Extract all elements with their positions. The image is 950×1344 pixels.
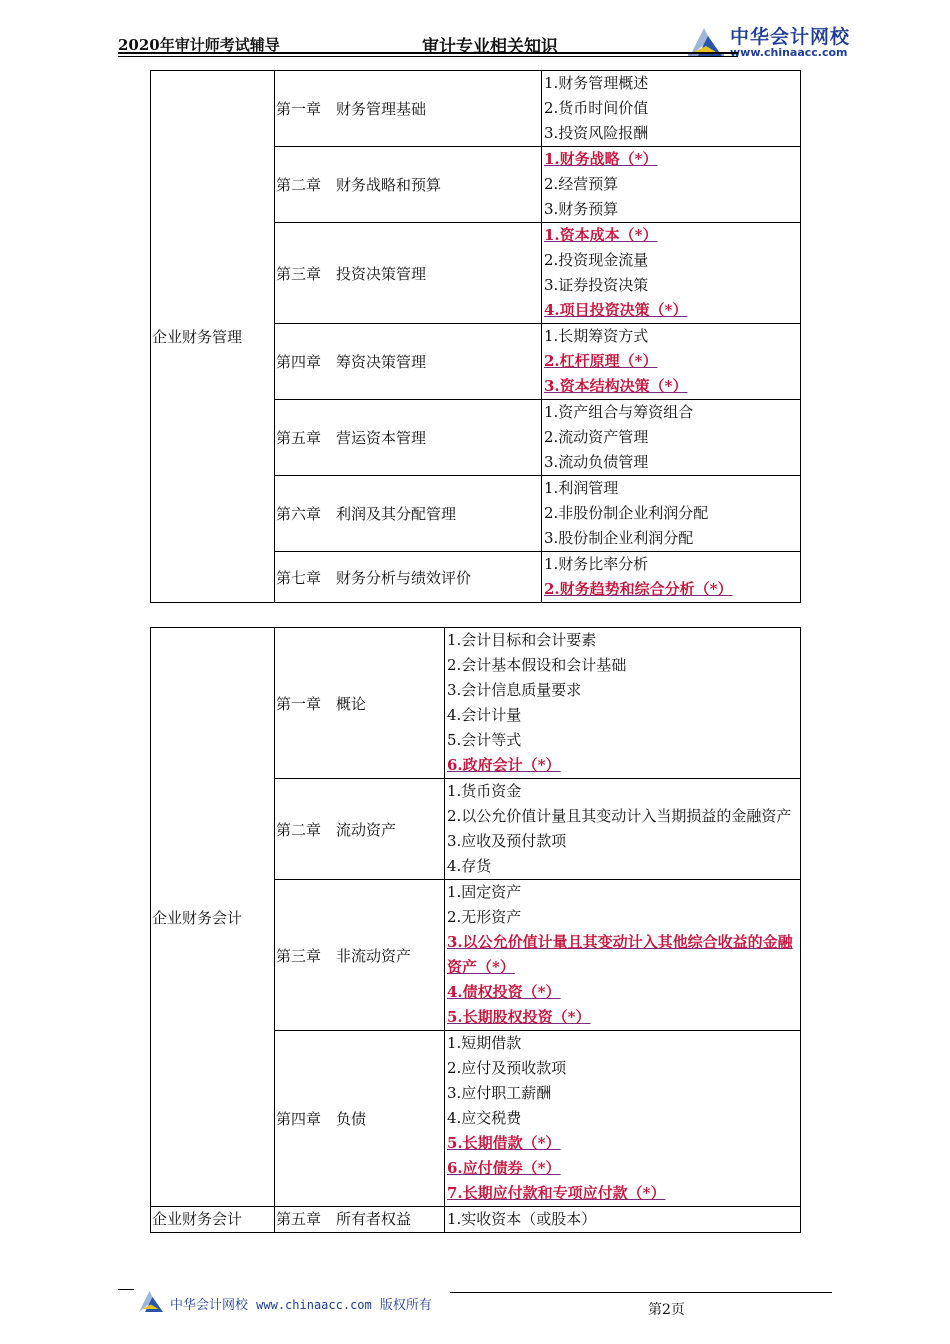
page-number: 第2页 <box>648 1302 685 1318</box>
topic-text: 4.应交税费 <box>447 1109 522 1127</box>
topic-text: 1.财务管理概述 <box>544 74 649 92</box>
chapter-title: 第五章 所有者权益 <box>275 1207 445 1233</box>
topic-item <box>447 1056 800 1081</box>
header-subject-title: 审计专业相关知识 <box>422 37 558 57</box>
topic-text: 2.经营预算 <box>544 175 619 193</box>
topic-text: 2.投资现金流量 <box>544 251 649 269</box>
topic-text: 4.存货 <box>447 857 492 875</box>
topic-item <box>544 273 800 298</box>
topic-text: 3.资本结构决策（*） <box>544 377 688 395</box>
syllabus-table-financial-accounting <box>150 627 801 1233</box>
footer-copyright <box>170 1294 432 1313</box>
topic-text: 5.长期股权投资（*） <box>447 1008 591 1026</box>
header-rule-thin <box>118 56 738 57</box>
topic-text: 1.资产组合与筹资组合 <box>544 403 694 421</box>
topic-item <box>544 400 800 425</box>
topic-text: 3.应收及预付款项 <box>447 832 567 850</box>
syllabus-table-financial-management <box>150 70 801 603</box>
topic-text: 5.长期借款（*） <box>447 1134 561 1152</box>
chapter-title: 第六章 利润及其分配管理 <box>275 476 542 552</box>
topic-text: 5.会计等式 <box>447 731 522 749</box>
topic-item <box>544 248 800 273</box>
topic-text: 3.证券投资决策 <box>544 276 649 294</box>
topic-text: 3.股份制企业利润分配 <box>544 529 694 547</box>
footer-school-name: 中华会计网校 <box>170 1298 249 1313</box>
key-topic-item <box>544 147 800 172</box>
chapter-topics <box>445 880 801 1031</box>
topic-item <box>447 703 800 728</box>
topic-item <box>447 1031 800 1056</box>
topic-text: 1.财务比率分析 <box>544 555 649 573</box>
footer-logo-icon <box>136 1286 166 1314</box>
chapter-topics <box>542 71 801 147</box>
chapter-topics: 1.实收资本（或股本） <box>445 1207 801 1233</box>
chapter-row <box>151 1207 801 1233</box>
chapter-topics <box>445 1031 801 1207</box>
topic-text: 1.财务战略（*） <box>544 150 658 168</box>
header-course-title: 2020年审计师考试辅导 <box>118 36 280 54</box>
topic-text: 1.利润管理 <box>544 479 619 497</box>
topic-text: 2.流动资产管理 <box>544 428 649 446</box>
topic-text: 3.会计信息质量要求 <box>447 681 582 699</box>
chapter-topics <box>542 223 801 324</box>
logo-name: 中华会计网校 <box>730 26 851 48</box>
topic-item <box>544 197 800 222</box>
topic-text: 2.无形资产 <box>447 908 522 926</box>
topic-text: 3.应付职工薪酬 <box>447 1084 552 1102</box>
topic-text: 2.应付及预收款项 <box>447 1059 567 1077</box>
header-rule <box>118 52 738 54</box>
footer-rule-left <box>118 1289 134 1290</box>
topic-item <box>447 628 800 653</box>
topic-item <box>447 1106 800 1131</box>
key-topic-item <box>544 223 800 248</box>
topic-item <box>544 526 800 551</box>
topic-item <box>544 172 800 197</box>
chapter-title: 第四章 负债 <box>275 1031 445 1207</box>
topic-item <box>544 96 800 121</box>
topic-item <box>447 1081 800 1106</box>
key-topic-item <box>447 753 800 778</box>
chapter-title: 第一章 概论 <box>275 628 445 779</box>
chapter-title: 第七章 财务分析与绩效评价 <box>275 552 542 603</box>
topic-text: 2.非股份制企业利润分配 <box>544 504 709 522</box>
topic-text: 4.债权投资（*） <box>447 983 561 1001</box>
key-topic-item <box>544 298 800 323</box>
topic-text: 4.会计计量 <box>447 706 522 724</box>
topic-text: 1.资本成本（*） <box>544 226 658 244</box>
chapter-topics <box>542 476 801 552</box>
topic-item <box>544 501 800 526</box>
key-topic-item <box>447 1181 800 1206</box>
topic-text: 1.会计目标和会计要素 <box>447 631 597 649</box>
topic-text: 1.长期筹资方式 <box>544 327 649 345</box>
topic-text: 3.以公允价值计量且其变动计入其他综合收益的金融资产（*） <box>447 933 793 976</box>
topic-text: 1.固定资产 <box>447 883 522 901</box>
topic-text: 6.应付债券（*） <box>447 1159 561 1177</box>
topic-item <box>447 653 800 678</box>
key-topic-item <box>447 1156 800 1181</box>
topic-text: 4.项目投资决策（*） <box>544 301 688 319</box>
subject-cell: 企业财务管理 <box>151 71 275 603</box>
key-topic-item <box>544 577 800 602</box>
topic-item <box>544 121 800 146</box>
chapter-topics <box>542 324 801 400</box>
chapter-title: 第五章 营运资本管理 <box>275 400 542 476</box>
topic-text: 2.以公允价值计量且其变动计入当期损益的金融资产 <box>447 807 792 825</box>
topic-text: 1.短期借款 <box>447 1034 522 1052</box>
chapter-topics <box>445 628 801 779</box>
topic-text: 2.货币时间价值 <box>544 99 649 117</box>
key-topic-item <box>447 1005 800 1030</box>
chapter-title: 第四章 筹资决策管理 <box>275 324 542 400</box>
key-topic-item <box>447 1131 800 1156</box>
chapter-topics <box>542 147 801 223</box>
chapter-title: 第三章 非流动资产 <box>275 880 445 1031</box>
topic-item <box>544 324 800 349</box>
topic-item <box>447 804 800 829</box>
footer-url: www.chinaacc.com <box>256 1298 372 1312</box>
topic-text: 6.政府会计（*） <box>447 756 561 774</box>
chapter-title: 第一章 财务管理基础 <box>275 71 542 147</box>
chapter-topics <box>542 400 801 476</box>
chapter-topics <box>445 779 801 880</box>
chapter-title: 第三章 投资决策管理 <box>275 223 542 324</box>
key-topic-item <box>447 930 800 980</box>
topic-item <box>447 905 800 930</box>
topic-item <box>544 552 800 577</box>
chapter-title: 第二章 财务战略和预算 <box>275 147 542 223</box>
topic-item <box>447 779 800 804</box>
topic-item <box>447 880 800 905</box>
topic-item <box>447 854 800 879</box>
footer-rule-right <box>450 1292 832 1293</box>
topic-item <box>544 450 800 475</box>
topic-text: 3.投资风险报酬 <box>544 124 649 142</box>
topic-text: 3.流动负债管理 <box>544 453 649 471</box>
subject-cell: 企业财务会计 <box>151 628 275 1207</box>
key-topic-item <box>447 980 800 1005</box>
topic-item <box>544 425 800 450</box>
topic-text: 2.杠杆原理（*） <box>544 352 658 370</box>
topic-item <box>447 678 800 703</box>
topic-item <box>447 728 800 753</box>
footer-rights: 版权所有 <box>379 1298 432 1313</box>
topic-item <box>544 476 800 501</box>
chapter-topics <box>542 552 801 603</box>
topic-item <box>544 71 800 96</box>
topic-text: 2.财务趋势和综合分析（*） <box>544 580 733 598</box>
key-topic-item <box>544 374 800 399</box>
topic-text: 2.会计基本假设和会计基础 <box>447 656 627 674</box>
topic-text: 1.货币资金 <box>447 782 522 800</box>
logo-url: www.chinaacc.com <box>730 46 848 59</box>
chapter-row <box>151 71 801 147</box>
topic-text: 7.长期应付款和专项应付款（*） <box>447 1184 666 1202</box>
subject-cell: 企业财务会计 <box>151 1207 275 1233</box>
topic-text: 3.财务预算 <box>544 200 619 218</box>
topic-item <box>447 829 800 854</box>
chapter-title: 第二章 流动资产 <box>275 779 445 880</box>
chapter-row <box>151 628 801 779</box>
key-topic-item <box>544 349 800 374</box>
